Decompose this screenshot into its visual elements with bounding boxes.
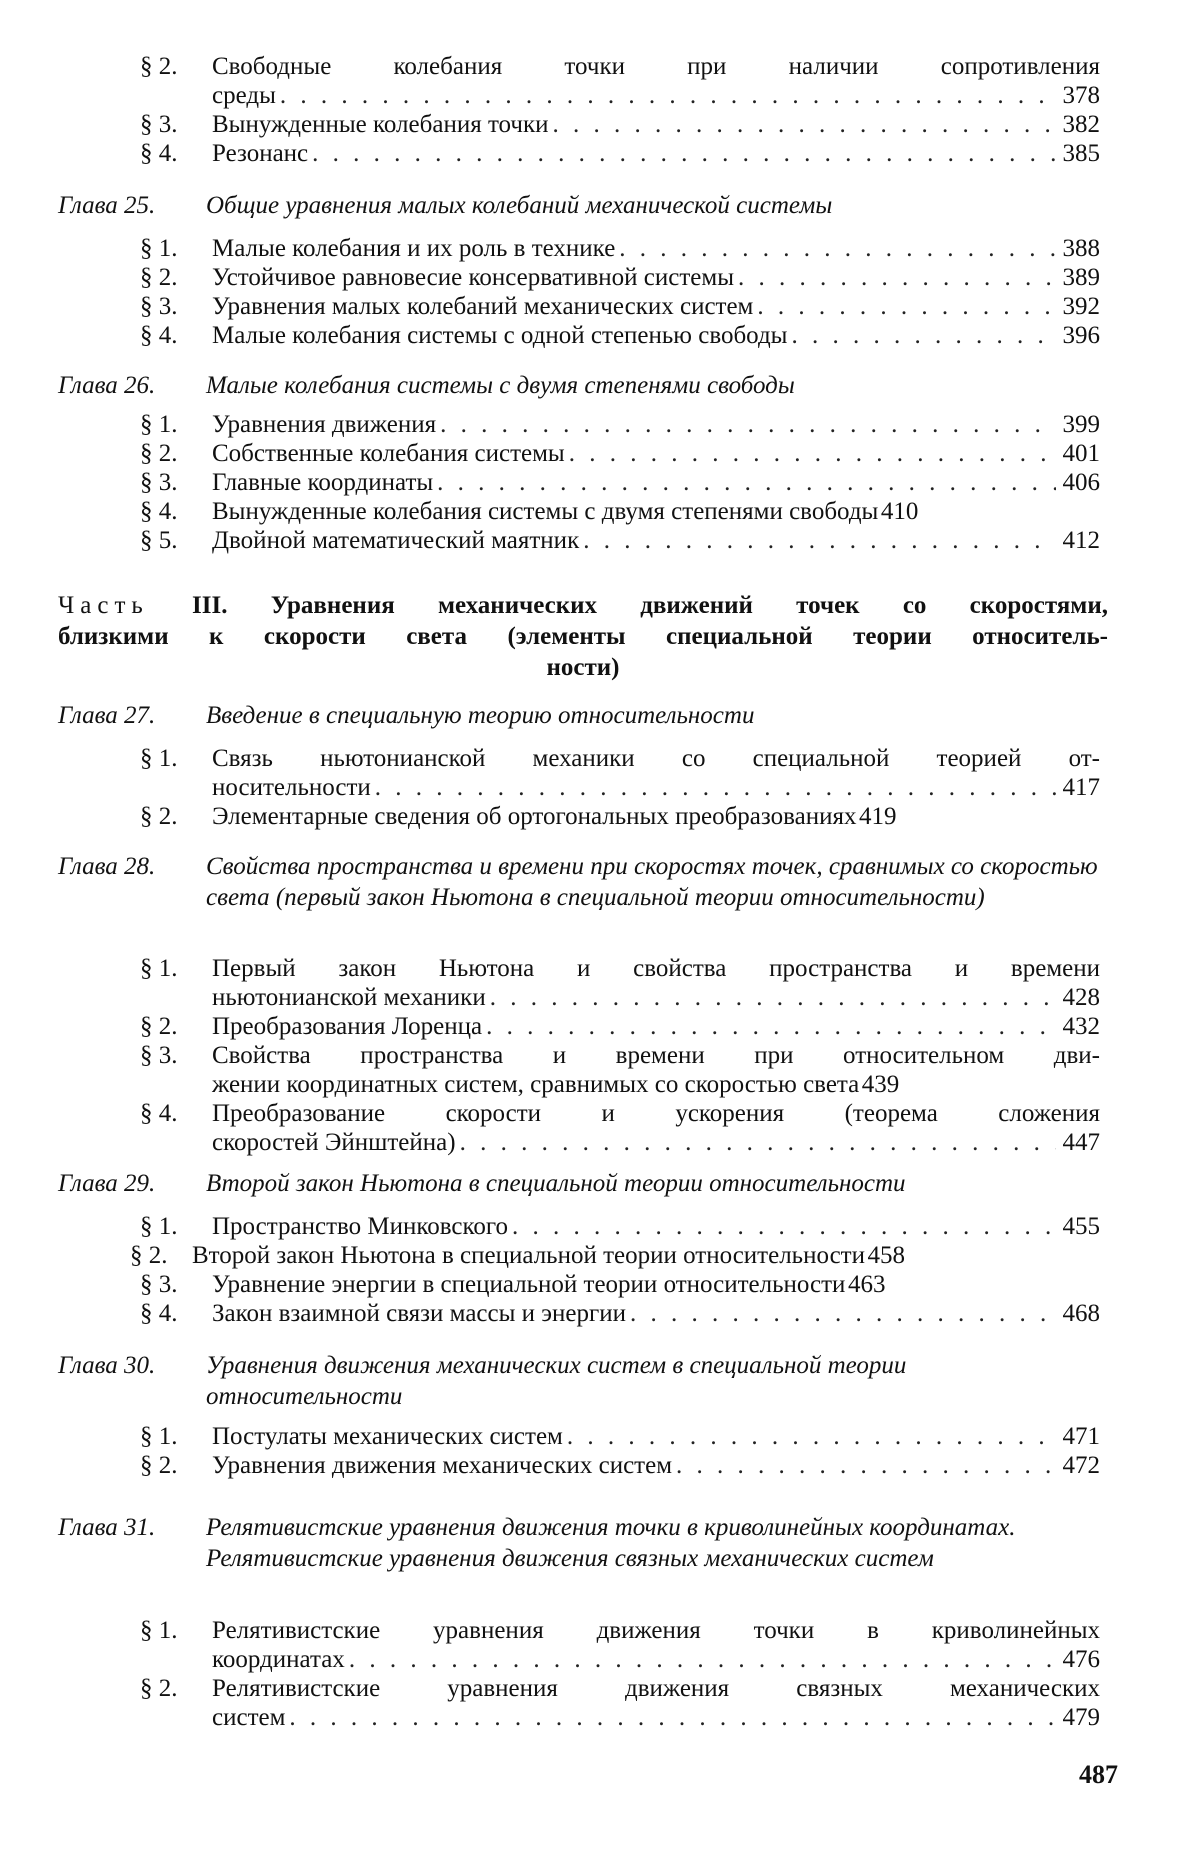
entry-title: Элементарные сведения об ортогональных преобразованиях — [212, 803, 857, 830]
section-number: § 3. — [140, 293, 178, 320]
leader-dots — [512, 1212, 1056, 1241]
toc-entry[interactable] — [140, 1674, 1100, 1732]
leader-dots — [757, 292, 1056, 321]
entry-title-line: Связь ньютонианской механики со специальной теорией от- — [212, 745, 1100, 772]
section-number: § 4. — [140, 1300, 178, 1327]
page-ref: 476 — [1062, 1646, 1100, 1673]
leader-dots — [280, 81, 1056, 110]
leader-dots — [375, 773, 1056, 802]
entry-title: Резонанс — [212, 140, 309, 167]
toc-entry[interactable] — [140, 1422, 1100, 1451]
entry-title: Устойчивое равновесие консервативной системы — [212, 264, 734, 291]
toc-entry[interactable] — [140, 744, 1100, 802]
section-number: § 1. — [140, 955, 178, 982]
toc-entry[interactable] — [140, 439, 1100, 468]
entry-title: Малые колебания и их роль в технике — [212, 235, 616, 262]
toc-entry[interactable] — [140, 321, 1100, 350]
page-ref: 439 — [861, 1071, 900, 1098]
chapter-title: Второй закон Ньютона в специальной теории относительности — [206, 1170, 906, 1197]
leader-dots — [312, 139, 1056, 168]
page-ref: 463 — [847, 1271, 886, 1298]
leader-dots — [437, 468, 1056, 497]
section-number: § 1. — [140, 1423, 178, 1450]
section-number: § 2. — [140, 1452, 178, 1479]
section-number: § 2. — [140, 803, 178, 830]
toc-entry[interactable] — [140, 1212, 1100, 1241]
section-number: § 1. — [140, 745, 178, 772]
entry-title-line: Первый закон Ньютона и свойства пространства и времени — [212, 955, 1100, 982]
section-number: § 1. — [140, 235, 178, 262]
section-number: § 1. — [140, 411, 178, 438]
chapter-heading[interactable] — [58, 1512, 1098, 1574]
toc-entry[interactable] — [140, 468, 1100, 497]
chapter-heading[interactable] — [58, 370, 1098, 401]
entry-title-line: Свободные колебания точки при наличии сопротивления — [212, 53, 1100, 80]
entry-title-line: Релятивистские уравнения движения точки в криволинейных — [212, 1617, 1100, 1644]
toc-entry[interactable] — [140, 234, 1100, 263]
toc-entry[interactable] — [140, 292, 1100, 321]
page-number: 487 — [1079, 1760, 1118, 1789]
leader-dots — [460, 1128, 1056, 1157]
section-number: § 2. — [140, 264, 178, 291]
toc-entry[interactable] — [140, 263, 1100, 292]
section-number: § 2. — [140, 1675, 178, 1702]
chapter-heading[interactable] — [58, 1168, 1098, 1199]
chapter-label: Глава 27. — [58, 702, 156, 729]
toc-entry[interactable] — [140, 139, 1100, 168]
entry-title: Второй закон Ньютона в специальной теории относительности — [192, 1242, 865, 1269]
part-title-line-3: ности) — [546, 654, 620, 681]
page-ref: 432 — [1062, 1013, 1100, 1040]
page-ref: 410 — [880, 498, 919, 525]
section-number: § 4. — [140, 498, 178, 525]
entry-title: жении координатных систем, сравнимых со скоростью света — [212, 1071, 860, 1098]
entry-title: Вынужденные колебания системы с двумя степенями свободы — [212, 498, 879, 525]
chapter-heading[interactable] — [58, 1350, 1098, 1412]
chapter-heading[interactable] — [58, 190, 1098, 221]
page-ref: 389 — [1062, 264, 1100, 291]
entry-title: Собственные колебания системы — [212, 440, 565, 467]
leader-dots — [583, 526, 1056, 555]
section-number: § 3. — [140, 469, 178, 496]
toc-entry[interactable] — [140, 802, 1100, 831]
entry-title-line: Свойства пространства и времени при относительном дви- — [212, 1042, 1100, 1069]
page-ref: 417 — [1062, 774, 1100, 801]
chapter-label: Глава 25. — [58, 192, 156, 219]
chapter-title: Малые колебания системы с двумя степенями свободы — [206, 372, 795, 399]
page-ref: 447 — [1062, 1129, 1100, 1156]
toc-entry[interactable] — [140, 110, 1100, 139]
entry-title: ньютонианской механики — [212, 984, 486, 1011]
toc-entry[interactable] — [140, 1451, 1100, 1480]
chapter-heading[interactable] — [58, 851, 1098, 913]
entry-title-line: Преобразование скорости и ускорения (теорема сложения — [212, 1100, 1100, 1127]
entry-title: Уравнения малых колебаний механических систем — [212, 293, 754, 320]
page-ref: 385 — [1062, 140, 1100, 167]
entry-title: Двойной математический маятник — [212, 527, 580, 554]
entry-title: систем — [212, 1704, 286, 1731]
leader-dots — [440, 410, 1056, 439]
toc-entry[interactable] — [140, 1099, 1100, 1157]
chapter-title: Введение в специальную теорию относительности — [206, 702, 755, 729]
toc-entry[interactable] — [140, 526, 1100, 555]
part-title-line-2: близкими к скорости света (элементы специальной теории относитель- — [58, 623, 1108, 650]
toc-entry[interactable] — [140, 1012, 1100, 1041]
section-number: § 3. — [140, 111, 178, 138]
chapter-label: Глава 30. — [58, 1352, 156, 1379]
entry-title: Уравнения движения механических систем — [212, 1452, 673, 1479]
section-number: § 1. — [140, 1617, 178, 1644]
section-number: § 4. — [140, 322, 178, 349]
section-number: § 5. — [140, 527, 178, 554]
entry-title: координатах — [212, 1646, 345, 1673]
section-number: § 2. — [140, 440, 178, 467]
section-number: § 2. — [130, 1242, 168, 1269]
entry-title: Уравнения движения — [212, 411, 437, 438]
chapter-title: Общие уравнения малых колебаний механической системы — [206, 192, 833, 219]
entry-title: Вынужденные колебания точки — [212, 111, 549, 138]
page-ref: 468 — [1062, 1300, 1100, 1327]
section-number: § 3. — [140, 1271, 178, 1298]
toc-entry[interactable] — [140, 52, 1100, 110]
page-ref: 388 — [1062, 235, 1100, 262]
entry-title: Главные координаты — [212, 469, 434, 496]
leader-dots — [490, 983, 1056, 1012]
toc-entry[interactable] — [140, 497, 1100, 526]
page-ref: 428 — [1062, 984, 1100, 1011]
toc-entry[interactable] — [140, 1616, 1100, 1674]
leader-dots — [630, 1299, 1056, 1328]
page-ref: 471 — [1062, 1423, 1100, 1450]
chapter-label: Глава 31. — [58, 1514, 156, 1541]
leader-dots — [791, 321, 1056, 350]
leader-dots — [619, 234, 1056, 263]
leader-dots — [676, 1451, 1056, 1480]
chapter-label: Глава 29. — [58, 1170, 156, 1197]
chapter-title: Уравнения движения механических систем в специальной теории относительности — [206, 1352, 907, 1410]
section-number: § 2. — [140, 53, 178, 80]
section-number: § 1. — [140, 1213, 178, 1240]
leader-dots — [486, 1012, 1056, 1041]
toc-entry[interactable] — [140, 1270, 1100, 1299]
entry-title-line: Релятивистские уравнения движения связных механических — [212, 1675, 1100, 1702]
toc-entry[interactable] — [140, 410, 1100, 439]
entry-title: Малые колебания системы с одной степенью свободы — [212, 322, 788, 349]
toc-entry[interactable] — [140, 1041, 1100, 1099]
page-ref: 458 — [867, 1242, 905, 1269]
page-ref: 382 — [1062, 111, 1100, 138]
toc-entry[interactable] — [130, 1241, 1090, 1270]
chapter-title: Релятивистские уравнения движения точки в криволинейных координатах. Релятивистские уравнения движения связных механических систем — [206, 1514, 1016, 1572]
leader-dots — [349, 1645, 1056, 1674]
section-number: § 3. — [140, 1042, 178, 1069]
toc-entry[interactable] — [140, 1299, 1100, 1328]
entry-title: Закон взаимной связи массы и энергии — [212, 1300, 627, 1327]
page-ref: 472 — [1062, 1452, 1100, 1479]
chapter-label: Глава 26. — [58, 372, 156, 399]
entry-title: Пространство Минковского — [212, 1213, 509, 1240]
part-prefix: Часть — [58, 592, 149, 619]
section-number: § 4. — [140, 1100, 178, 1127]
entry-title: Преобразования Лоренца — [212, 1013, 483, 1040]
leader-dots — [569, 439, 1056, 468]
leader-dots — [289, 1703, 1056, 1732]
entry-title: Постулаты механических систем — [212, 1423, 563, 1450]
page-ref: 401 — [1062, 440, 1100, 467]
leader-dots — [553, 110, 1057, 139]
chapter-label: Глава 28. — [58, 853, 156, 880]
part-heading[interactable] — [58, 590, 1108, 683]
chapter-heading[interactable] — [58, 700, 1098, 731]
entry-title: Уравнение энергии в специальной теории относительности — [212, 1271, 846, 1298]
part-title: III. Уравнения механических движений точек со скоростями, — [192, 592, 1108, 619]
section-number: § 4. — [140, 140, 178, 167]
leader-dots — [567, 1422, 1056, 1451]
entry-title: носительности — [212, 774, 371, 801]
entry-title: среды — [212, 82, 276, 109]
page-ref: 419 — [858, 803, 897, 830]
page-ref: 396 — [1062, 322, 1100, 349]
part-title-line — [58, 590, 1108, 621]
section-number: § 2. — [140, 1013, 178, 1040]
page-ref: 479 — [1062, 1704, 1100, 1731]
entry-title: скоростей Эйнштейна) — [212, 1129, 456, 1156]
page-ref: 378 — [1062, 82, 1100, 109]
chapter-title: Свойства пространства и времени при скоростях точек, сравнимых со скоростью света (первый закон Ньютона в специальной теории относительности) — [206, 853, 1098, 911]
page-ref: 412 — [1062, 527, 1100, 554]
page-ref: 399 — [1062, 411, 1100, 438]
page-ref: 406 — [1062, 469, 1100, 496]
page-ref: 455 — [1062, 1213, 1100, 1240]
leader-dots — [738, 263, 1056, 292]
page-ref: 392 — [1062, 293, 1100, 320]
toc-entry[interactable] — [140, 954, 1100, 1012]
